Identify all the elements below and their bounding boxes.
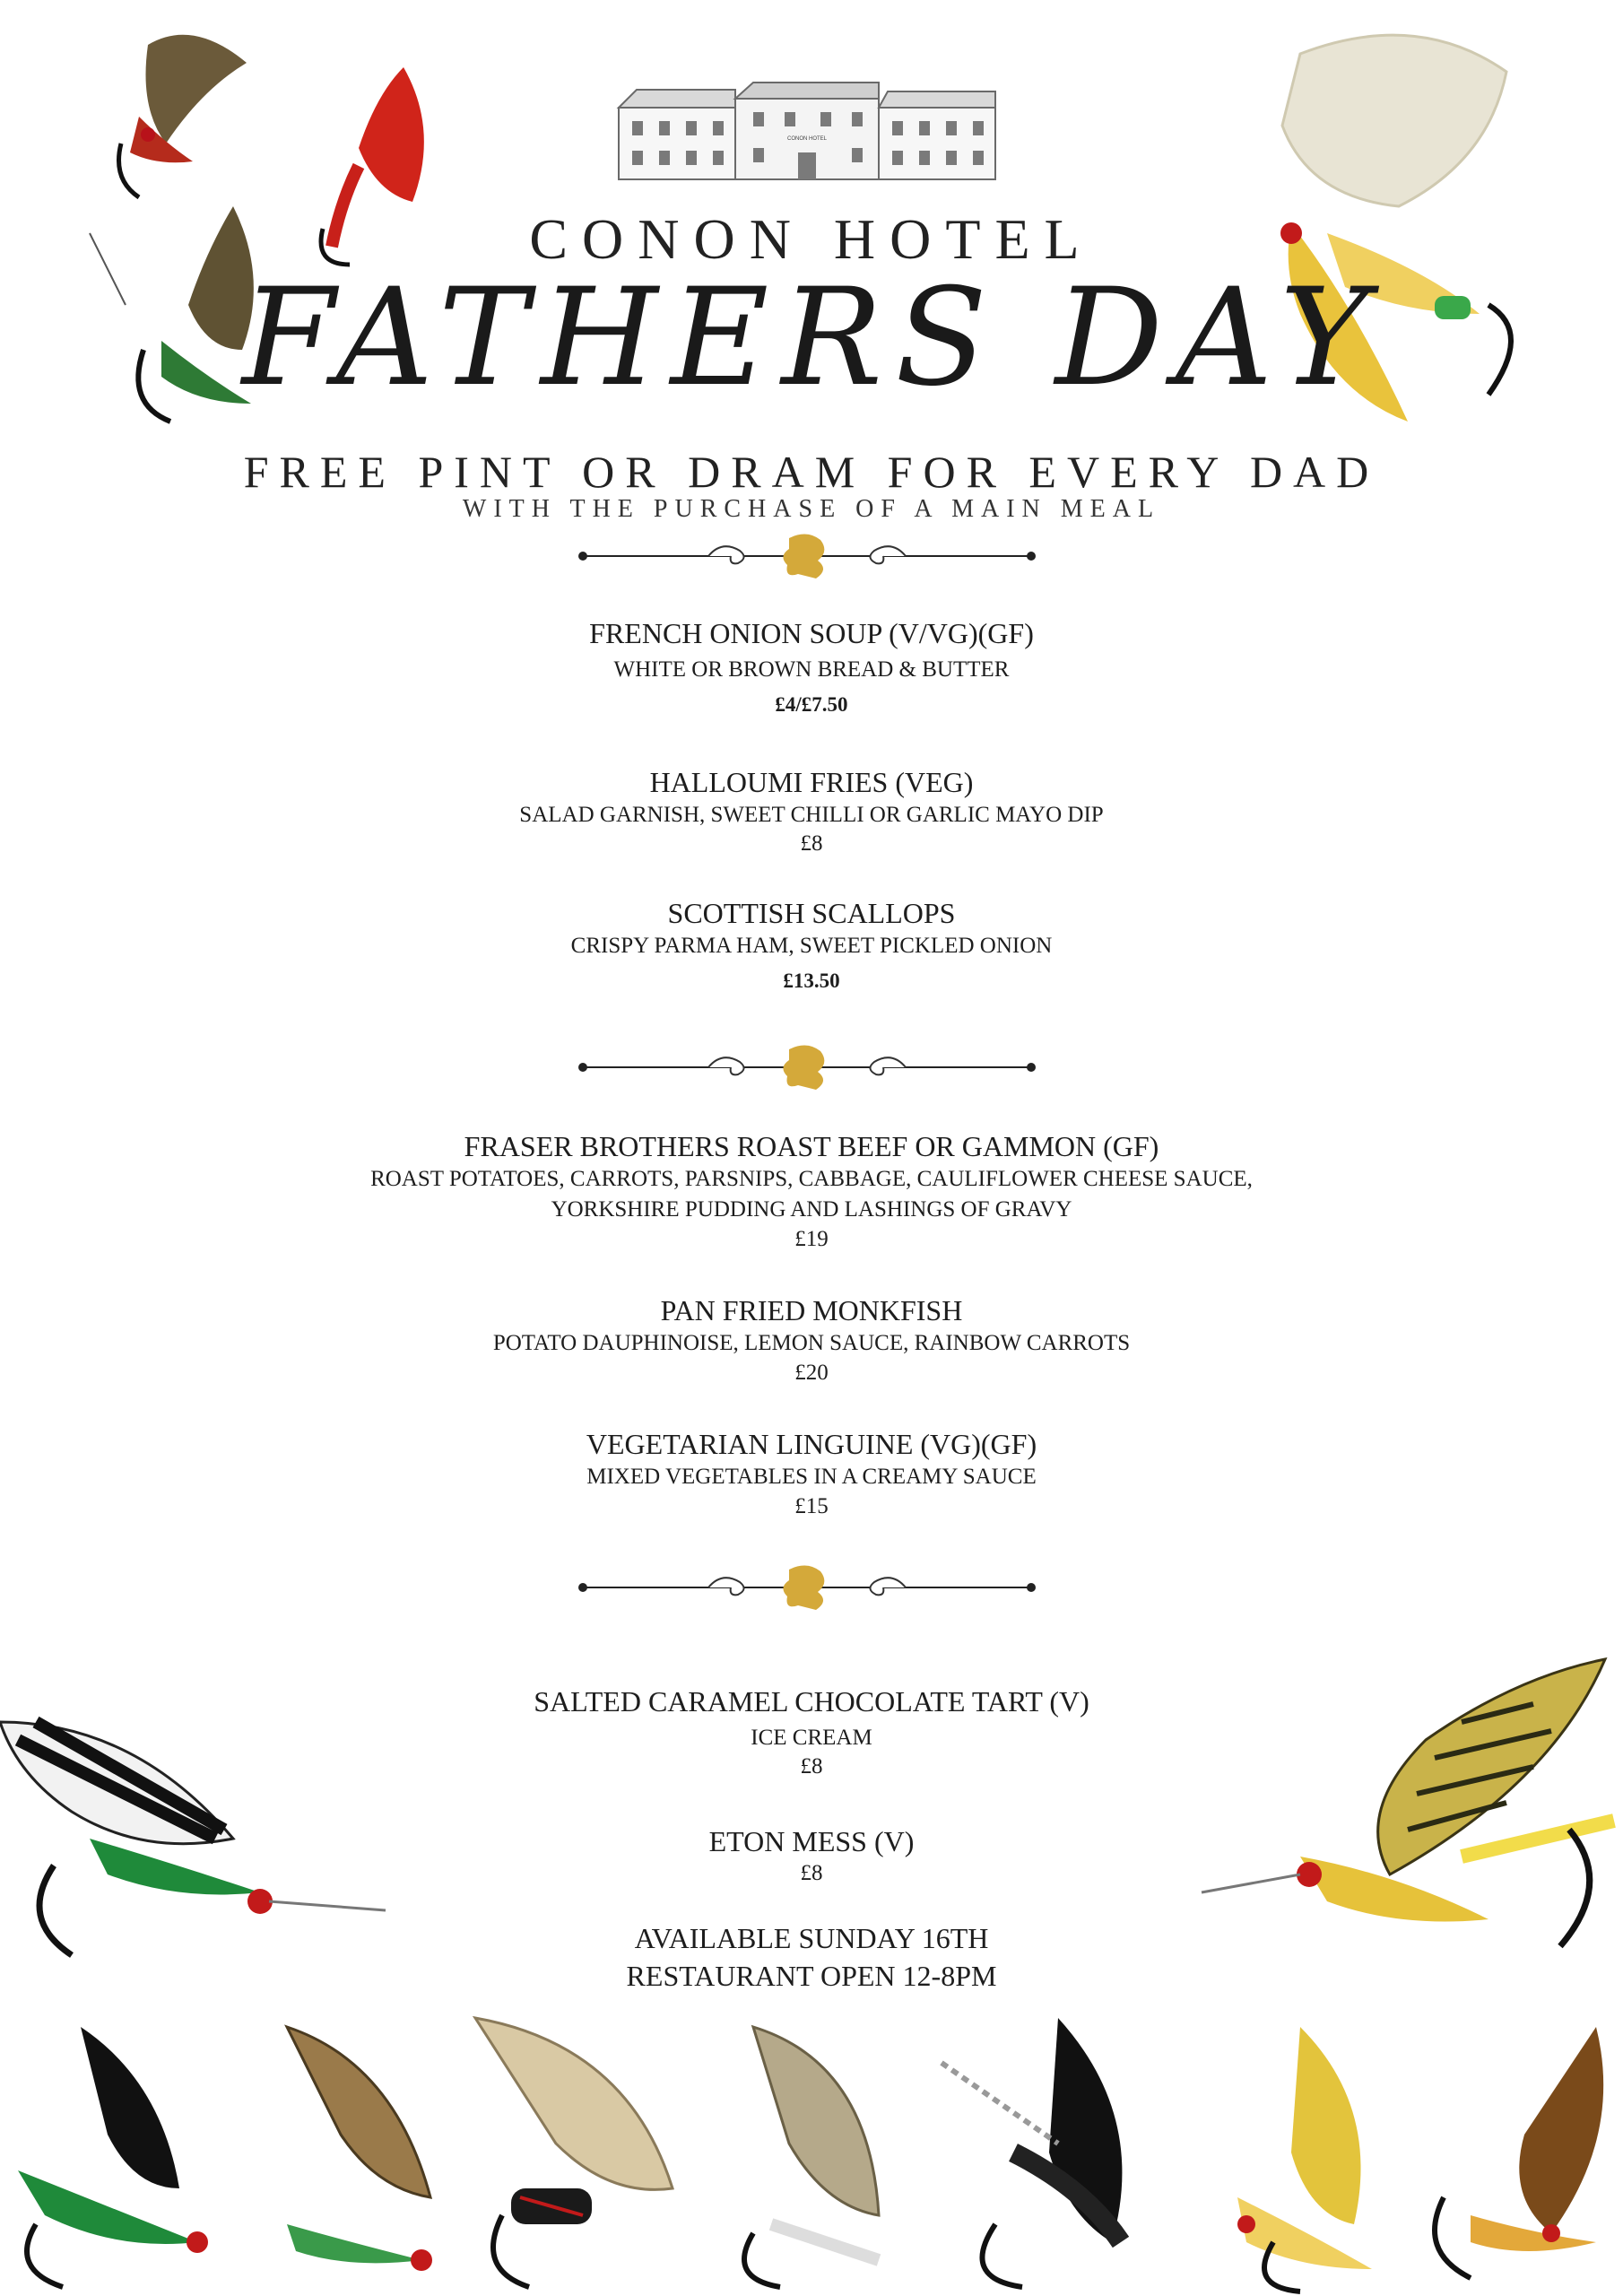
dish-description: CRISPY PARMA HAM, SWEET PICKLED ONION [570,934,1053,958]
menu-item [179,1128,1444,1254]
dish-price: £19 [794,1227,829,1251]
fishing-fly-icon [1417,2018,1623,2296]
dish-name: PAN FRIED MONKFISH [660,1294,963,1326]
hotel-name: CONON HOTEL [529,207,1094,271]
hotel-building-illustration [610,72,1004,184]
dish-description: WHITE OR BROWN BREAD & BUTTER [613,657,1010,682]
dish-description: ROAST POTATOES, CARROTS, PARSNIPS, CABBAGE, CAULIFLOWER CHEESE SAUCE, [370,1167,1253,1191]
dish-description: YORKSHIRE PUDDING AND LASHINGS OF GRAVY [551,1197,1072,1222]
menu-item [179,1426,1444,1521]
fishing-fly-icon [0,2009,260,2296]
availability-date: AVAILABLE SUNDAY 16TH [634,1922,989,1954]
dish-description: MIXED VEGETABLES IN A CREAMY SAUCE [586,1465,1037,1489]
fishing-fly-icon [260,2009,466,2296]
fishing-fly-icon [466,2009,699,2296]
fishing-fly-icon [924,2009,1166,2296]
building-sign: CONON HOTEL [786,136,828,142]
dish-price: £15 [794,1494,829,1518]
dish-name: FRASER BROTHERS ROAST BEEF OR GAMMON (GF) [464,1130,1159,1162]
dish-price: £8 [800,1754,823,1779]
dish-name: SCOTTISH SCALLOPS [667,897,956,929]
fishing-fly-icon [0,1686,395,1982]
lion-crest-divider [574,1040,1040,1094]
lion-crest-icon [783,534,824,578]
fishing-fly-icon [1193,2018,1408,2296]
dish-price: £8 [800,1861,823,1885]
fishing-fly-icon [699,2009,924,2296]
dish-name: HALLOUMI FRIES (VEG) [649,766,974,798]
menu-item [179,1292,1444,1387]
lion-crest-icon [783,1045,824,1090]
dish-name: ETON MESS (V) [708,1825,915,1857]
dish-name: SALTED CARAMEL CHOCOLATE TART (V) [534,1685,1089,1718]
dish-price: £4/£7.50 [775,693,848,716]
dish-name: FRENCH ONION SOUP (V/VG)(GF) [589,617,1034,649]
dish-description: ICE CREAM [751,1726,872,1750]
menu-item [179,615,1444,721]
dish-price: £13.50 [783,970,840,992]
offer-title: FREE PINT OR DRAM FOR EVERY DAD [243,447,1380,497]
dish-price: £20 [794,1361,829,1385]
dish-description: POTATO DAUPHINOISE, LEMON SAUCE, RAINBOW CARROTS [492,1331,1131,1355]
fishing-fly-icon [85,9,256,215]
lion-crest-divider [574,1561,1040,1614]
menu-item [179,895,1444,997]
offer-subtitle: WITH THE PURCHASE OF A MAIN MEAL [462,495,1161,523]
lion-crest-icon [783,1565,824,1610]
dish-name: VEGETARIAN LINGUINE (VG)(GF) [586,1428,1037,1460]
event-title: FATHERS DAY [241,260,1382,416]
menu-item [179,764,1444,857]
dish-price: £8 [800,831,823,856]
fishing-fly-icon [1193,1650,1623,2009]
lion-crest-divider [574,529,1040,583]
restaurant-hours: RESTAURANT OPEN 12-8PM [626,1960,997,1992]
dish-description: SALAD GARNISH, SWEET CHILLI OR GARLIC MAYO DIP [519,803,1104,827]
